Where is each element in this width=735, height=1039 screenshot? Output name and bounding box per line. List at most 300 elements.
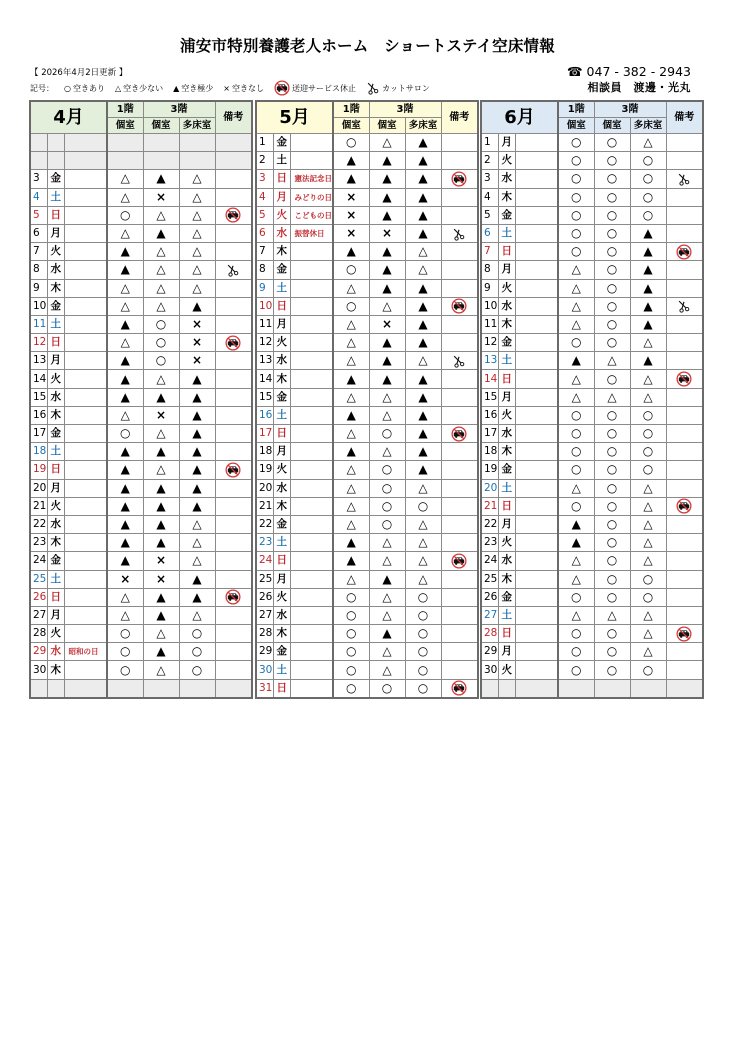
floor3-private-status: ○ xyxy=(369,479,405,497)
holiday-note xyxy=(515,388,558,406)
floor1-header: 1階 xyxy=(558,101,594,118)
floor1-private-status: ○ xyxy=(107,206,143,224)
floor3-private-status: ○ xyxy=(594,534,630,552)
floor3-private-status: ▲ xyxy=(143,606,179,624)
floor1-private-status: ○ xyxy=(558,625,594,643)
day-of-week: 火 xyxy=(498,661,515,679)
table-row xyxy=(481,224,703,242)
floor3-multi-status: × xyxy=(179,352,215,370)
holiday-note xyxy=(515,588,558,606)
holiday-note xyxy=(515,334,558,352)
floor1-private-status: ○ xyxy=(558,170,594,188)
floor3-private-status: △ xyxy=(369,606,405,624)
holiday-note xyxy=(515,625,558,643)
floor1-private-status: ▲ xyxy=(333,534,369,552)
holiday-note xyxy=(515,243,558,261)
floor3-private-status: ▲ xyxy=(369,152,405,170)
floor3-multi-status: ○ xyxy=(405,679,441,698)
floor3-private-status: △ xyxy=(369,643,405,661)
floor1-private-status: ○ xyxy=(558,334,594,352)
day-number: 5 xyxy=(256,206,273,224)
floor3-private-status: ▲ xyxy=(369,261,405,279)
table-row xyxy=(256,297,478,315)
page-title: 浦安市特別養護老人ホーム ショートステイ空床情報 xyxy=(180,37,555,55)
table-row xyxy=(481,606,703,624)
floor3-private-status: ▲ xyxy=(143,388,179,406)
floor3-private-status: ○ xyxy=(594,588,630,606)
floor1-private-status: △ xyxy=(107,588,143,606)
floor3-private-status: ○ xyxy=(594,315,630,333)
day-of-week: 土 xyxy=(47,315,64,333)
no-bus-icon xyxy=(225,335,241,351)
remarks-cell xyxy=(215,224,252,242)
scissors-icon xyxy=(677,172,691,186)
floor1-private-status: △ xyxy=(333,515,369,533)
legend-cut: カットサロン xyxy=(366,81,430,95)
floor3-private-status: ○ xyxy=(594,570,630,588)
day-number: 20 xyxy=(256,479,273,497)
holiday-note xyxy=(290,388,333,406)
remarks-cell xyxy=(666,643,703,661)
day-of-week: 土 xyxy=(498,224,515,242)
remarks-cell xyxy=(215,425,252,443)
floor3-private-status: △ xyxy=(143,661,179,679)
holiday-note xyxy=(290,552,333,570)
day-number: 30 xyxy=(30,661,47,679)
holiday-note xyxy=(64,661,107,679)
table-row xyxy=(30,334,252,352)
day-number: 1 xyxy=(256,134,273,152)
day-number: 9 xyxy=(256,279,273,297)
holiday-note xyxy=(290,370,333,388)
day-of-week: 水 xyxy=(498,425,515,443)
floor3-private-status: △ xyxy=(369,443,405,461)
remarks-cell xyxy=(666,243,703,261)
table-row xyxy=(481,134,703,152)
day-number: 21 xyxy=(30,497,47,515)
floor3-multi-status: △ xyxy=(405,552,441,570)
floor3-private-status: ○ xyxy=(594,134,630,152)
holiday-note xyxy=(290,588,333,606)
floor3-multi-status: △ xyxy=(630,606,666,624)
day-of-week: 水 xyxy=(273,606,290,624)
day-number: 11 xyxy=(256,315,273,333)
floor3-private-status: △ xyxy=(143,297,179,315)
floor1-private-status: △ xyxy=(558,370,594,388)
table-row xyxy=(481,625,703,643)
floor3-private-status: ▲ xyxy=(143,534,179,552)
floor3-private-status: × xyxy=(143,570,179,588)
remarks-cell xyxy=(441,370,478,388)
day-number: 19 xyxy=(256,461,273,479)
floor3-private-status: ○ xyxy=(594,406,630,424)
day-of-week: 水 xyxy=(273,224,290,242)
floor3-multi-status: ▲ xyxy=(179,370,215,388)
scissors-icon xyxy=(452,354,466,368)
floor3-private-status: ○ xyxy=(594,261,630,279)
day-of-week: 金 xyxy=(498,461,515,479)
floor1-private-status: ○ xyxy=(333,588,369,606)
floor3-multi-status: △ xyxy=(630,388,666,406)
floor3-multi-status: ▲ xyxy=(405,170,441,188)
floor3-private-status: ○ xyxy=(369,515,405,533)
day-of-week: 土 xyxy=(498,352,515,370)
floor3-multi-status: △ xyxy=(179,170,215,188)
day-number: 15 xyxy=(256,388,273,406)
day-of-week: 日 xyxy=(498,497,515,515)
floor3-multi-status: △ xyxy=(179,552,215,570)
day-of-week: 月 xyxy=(498,134,515,152)
day-number: 27 xyxy=(30,606,47,624)
floor1-private-status: ▲ xyxy=(107,534,143,552)
scissors-icon xyxy=(452,227,466,241)
day-of-week: 月 xyxy=(47,606,64,624)
floor3-private-status: ○ xyxy=(594,479,630,497)
remarks-cell xyxy=(666,406,703,424)
month-label: 5月 xyxy=(256,101,333,134)
floor1-private-status: ○ xyxy=(333,297,369,315)
floor1-private-status: △ xyxy=(558,570,594,588)
day-of-week: 土 xyxy=(273,534,290,552)
floor1-private-status: ▲ xyxy=(333,370,369,388)
day-of-week: 火 xyxy=(47,625,64,643)
floor1-private-status: △ xyxy=(558,552,594,570)
floor1-private-status: △ xyxy=(558,606,594,624)
floor1-private-status: ○ xyxy=(333,606,369,624)
remarks-header: 備考 xyxy=(215,101,252,134)
day-number: 22 xyxy=(481,515,498,533)
holiday-note xyxy=(290,152,333,170)
day-number: 19 xyxy=(481,461,498,479)
floor1-private-status: △ xyxy=(558,279,594,297)
holiday-note xyxy=(290,643,333,661)
table-row xyxy=(30,606,252,624)
day-number: 27 xyxy=(481,606,498,624)
floor1-private-status: ▲ xyxy=(333,243,369,261)
floor1-private-status: ○ xyxy=(333,661,369,679)
day-number: 5 xyxy=(481,206,498,224)
day-of-week: 水 xyxy=(47,261,64,279)
floor3-multi-status: ○ xyxy=(405,643,441,661)
floor3-private-status: ○ xyxy=(594,552,630,570)
remarks-cell xyxy=(666,534,703,552)
floor3-multi-status: ▲ xyxy=(630,261,666,279)
table-row xyxy=(30,352,252,370)
remarks-cell xyxy=(441,279,478,297)
floor3-multi-status: ○ xyxy=(630,206,666,224)
floor3-multi-status: ○ xyxy=(179,661,215,679)
day-of-week: 月 xyxy=(273,570,290,588)
table-row xyxy=(30,388,252,406)
holiday-note xyxy=(290,479,333,497)
day-of-week: 金 xyxy=(498,334,515,352)
day-of-week: 水 xyxy=(273,352,290,370)
table-row xyxy=(30,425,252,443)
holiday-note xyxy=(515,188,558,206)
remarks-cell xyxy=(666,570,703,588)
floor3-private-status: ○ xyxy=(594,497,630,515)
holiday-note xyxy=(515,352,558,370)
floor3-multi-status: ○ xyxy=(630,570,666,588)
holiday-note xyxy=(515,461,558,479)
day-number: 21 xyxy=(481,497,498,515)
floor3-private-status: ○ xyxy=(594,370,630,388)
day-number: 7 xyxy=(30,243,47,261)
day-number: 6 xyxy=(481,224,498,242)
floor3-multi-status: △ xyxy=(179,279,215,297)
floor3-private-status: △ xyxy=(143,625,179,643)
floor1-private-status: △ xyxy=(333,570,369,588)
floor3-private-status: ▲ xyxy=(369,352,405,370)
holiday-note xyxy=(290,134,333,152)
floor3-private-status: ▲ xyxy=(369,334,405,352)
day-of-week: 金 xyxy=(47,425,64,443)
table-row xyxy=(256,279,478,297)
floor3-multi-status: ▲ xyxy=(405,443,441,461)
day-of-week: 月 xyxy=(47,479,64,497)
floor3-private-status: ○ xyxy=(594,643,630,661)
floor1-private-status: ▲ xyxy=(107,370,143,388)
floor3-private-status: ○ xyxy=(594,515,630,533)
floor1-private-status: ▲ xyxy=(107,261,143,279)
floor1-private-status: ▲ xyxy=(107,515,143,533)
day-of-week: 金 xyxy=(47,552,64,570)
day-of-week: 水 xyxy=(498,552,515,570)
remarks-cell xyxy=(441,206,478,224)
day-of-week: 金 xyxy=(498,588,515,606)
remarks-cell xyxy=(666,606,703,624)
table-row xyxy=(30,479,252,497)
table-row xyxy=(30,152,252,170)
holiday-note xyxy=(515,315,558,333)
floor3-multi-status: ▲ xyxy=(405,315,441,333)
table-row xyxy=(30,279,252,297)
floor3-multi-status: ▲ xyxy=(405,206,441,224)
table-row xyxy=(481,570,703,588)
day-number: 6 xyxy=(30,224,47,242)
day-number: 28 xyxy=(256,625,273,643)
day-number: 18 xyxy=(256,443,273,461)
floor3-private-status: △ xyxy=(143,370,179,388)
remarks-cell xyxy=(215,315,252,333)
table-row xyxy=(30,643,252,661)
remarks-cell xyxy=(666,425,703,443)
floor1-header: 1階 xyxy=(107,101,143,118)
day-number: 28 xyxy=(481,625,498,643)
table-row xyxy=(256,206,478,224)
holiday-note xyxy=(64,606,107,624)
table-row xyxy=(256,152,478,170)
holiday-note: 昭和の日 xyxy=(64,643,107,661)
table-row xyxy=(30,679,252,698)
table-row xyxy=(256,606,478,624)
table-row xyxy=(481,497,703,515)
holiday-note xyxy=(290,425,333,443)
table-row xyxy=(256,552,478,570)
day-number: 21 xyxy=(256,497,273,515)
remarks-cell xyxy=(666,497,703,515)
remarks-cell xyxy=(441,515,478,533)
table-row xyxy=(256,679,478,698)
floor1-private-status: △ xyxy=(107,406,143,424)
remarks-cell xyxy=(441,425,478,443)
table-row xyxy=(481,206,703,224)
remarks-cell xyxy=(215,588,252,606)
holiday-note xyxy=(64,334,107,352)
remarks-cell xyxy=(441,134,478,152)
table-row xyxy=(256,352,478,370)
floor3-multi-status: ▲ xyxy=(405,388,441,406)
day-of-week: 月 xyxy=(498,388,515,406)
day-number: 2 xyxy=(481,152,498,170)
holiday-note xyxy=(64,315,107,333)
day-number: 13 xyxy=(30,352,47,370)
floor3-private-status: ○ xyxy=(594,425,630,443)
remarks-cell xyxy=(441,334,478,352)
floor1-private-status: ○ xyxy=(333,625,369,643)
day-number: 10 xyxy=(256,297,273,315)
floor3-multi-status: ▲ xyxy=(630,243,666,261)
remarks-cell xyxy=(666,206,703,224)
floor3-multi-status: ▲ xyxy=(405,224,441,242)
floor3-private-status: △ xyxy=(369,552,405,570)
day-number: 24 xyxy=(481,552,498,570)
table-row xyxy=(256,224,478,242)
remarks-cell xyxy=(441,497,478,515)
remarks-cell xyxy=(666,224,703,242)
remarks-cell xyxy=(666,297,703,315)
day-number: 13 xyxy=(256,352,273,370)
remarks-header: 備考 xyxy=(441,101,478,134)
remarks-cell xyxy=(666,479,703,497)
floor3-private-status: ○ xyxy=(594,297,630,315)
day-number: 31 xyxy=(256,679,273,698)
table-row xyxy=(481,388,703,406)
table-row xyxy=(256,643,478,661)
floor3-private-status: △ xyxy=(369,588,405,606)
remarks-cell xyxy=(215,497,252,515)
floor3-header: 3階 xyxy=(594,101,666,118)
remarks-cell xyxy=(215,661,252,679)
holiday-note xyxy=(515,479,558,497)
floor3-multi-status: ○ xyxy=(630,661,666,679)
day-number: 16 xyxy=(30,406,47,424)
floor3-multi-header: 多床室 xyxy=(630,118,666,134)
remarks-cell xyxy=(215,388,252,406)
floor3-header: 3階 xyxy=(369,101,441,118)
floor3-private-status: ○ xyxy=(594,224,630,242)
holiday-note xyxy=(515,425,558,443)
day-of-week: 土 xyxy=(273,661,290,679)
floor3-multi-status: ○ xyxy=(630,188,666,206)
holiday-note xyxy=(290,461,333,479)
day-number: 26 xyxy=(30,588,47,606)
floor3-private-status: ▲ xyxy=(143,497,179,515)
day-number: 5 xyxy=(30,206,47,224)
day-of-week: 火 xyxy=(498,279,515,297)
day-number: 22 xyxy=(30,515,47,533)
table-row xyxy=(481,352,703,370)
table-row xyxy=(256,534,478,552)
floor3-multi-status: ▲ xyxy=(179,406,215,424)
table-row xyxy=(256,425,478,443)
floor3-private-status: ○ xyxy=(369,461,405,479)
holiday-note xyxy=(64,206,107,224)
floor1-private-status: ○ xyxy=(107,661,143,679)
floor3-multi-status: △ xyxy=(630,643,666,661)
floor1-private-status: △ xyxy=(558,261,594,279)
no-bus-icon xyxy=(225,207,241,223)
holiday-note: 振替休日 xyxy=(290,224,333,242)
table-row xyxy=(256,170,478,188)
floor1-private-status: △ xyxy=(333,334,369,352)
table-row xyxy=(256,461,478,479)
floor3-multi-status: △ xyxy=(405,479,441,497)
floor3-private-status: △ xyxy=(143,206,179,224)
floor3-multi-status: ▲ xyxy=(179,588,215,606)
table-row xyxy=(256,315,478,333)
floor3-private-status: △ xyxy=(594,388,630,406)
remarks-cell xyxy=(666,370,703,388)
remarks-cell xyxy=(666,315,703,333)
floor3-multi-status: △ xyxy=(405,570,441,588)
holiday-note xyxy=(64,588,107,606)
holiday-note xyxy=(515,443,558,461)
remarks-cell xyxy=(215,534,252,552)
remarks-cell xyxy=(441,679,478,698)
remarks-cell xyxy=(215,261,252,279)
table-row xyxy=(30,588,252,606)
floor3-multi-status: △ xyxy=(630,497,666,515)
floor1-private-status: ○ xyxy=(558,461,594,479)
floor3-multi-status: ▲ xyxy=(405,188,441,206)
day-number: 4 xyxy=(481,188,498,206)
floor3-header: 3階 xyxy=(143,101,215,118)
floor3-private-status: ▲ xyxy=(143,643,179,661)
holiday-note xyxy=(64,552,107,570)
remarks-cell xyxy=(441,570,478,588)
table-row xyxy=(256,479,478,497)
floor1-private-status: ○ xyxy=(333,261,369,279)
day-of-week: 金 xyxy=(273,643,290,661)
holiday-note: みどりの日 xyxy=(290,188,333,206)
legend-available: ○ 空きあり xyxy=(64,83,105,93)
day-number: 25 xyxy=(481,570,498,588)
scissors-icon xyxy=(677,299,691,313)
remarks-cell xyxy=(666,352,703,370)
holiday-note xyxy=(515,224,558,242)
day-number: 16 xyxy=(481,406,498,424)
floor3-private-status: ▲ xyxy=(143,515,179,533)
floor3-multi-status: △ xyxy=(179,261,215,279)
holiday-note xyxy=(515,515,558,533)
floor3-private-status: △ xyxy=(369,388,405,406)
day-of-week: 月 xyxy=(47,224,64,242)
floor3-private-header: 個室 xyxy=(369,118,405,134)
floor3-private-status: ▲ xyxy=(369,170,405,188)
day-number: 4 xyxy=(30,188,47,206)
day-number: 12 xyxy=(30,334,47,352)
day-of-week: 土 xyxy=(498,479,515,497)
day-of-week: 金 xyxy=(47,170,64,188)
table-row xyxy=(30,515,252,533)
day-of-week: 水 xyxy=(273,479,290,497)
remarks-cell xyxy=(441,188,478,206)
floor3-private-status: ▲ xyxy=(369,279,405,297)
remarks-cell xyxy=(666,443,703,461)
floor3-private-status: ○ xyxy=(594,243,630,261)
day-number: 3 xyxy=(481,170,498,188)
